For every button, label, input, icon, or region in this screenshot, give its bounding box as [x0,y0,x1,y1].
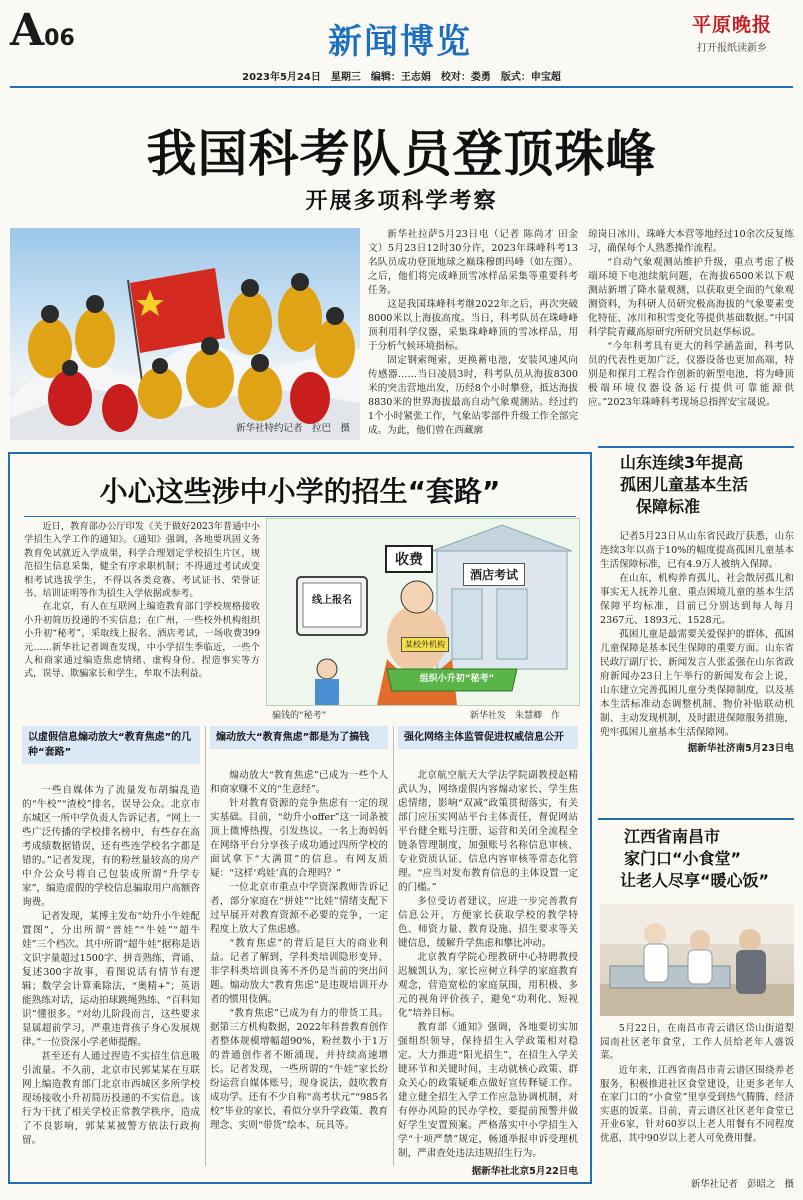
feature-intro-para: 近日，教育部办公厅印发《关于做好2023年普通中小学招生入学工作的通知》。《通知》强调，各地要巩固义务教育免试就近入学成果，科学合理划定学校招生片区，规范招生信息采集，健全有序求职机制；不得通过考试或变相考试选拔学生，不得以各类竞赛、考试证书、荣誉证书、培训证明等作为招生入学依据或参考。 [24,521,260,600]
feature-column-3 [398,726,578,1177]
side1-body [600,530,794,754]
side1-para: 在山东，机构养育孤儿、社会散居孤儿和事实无人抚养儿童、重点困境儿童的基本生活保障平均标准，目前已分别达到每人每月2367元、1893元、1528元。 [600,573,794,626]
summit-photo [10,228,360,440]
cartoon-caption-right: 新华社发 朱慧卿 作 [470,711,561,721]
lead-para: 新华社拉萨5月23日电（记者 陈尚才 田金文）5月23日12时30分许，2023年珠峰科考13名队员成功登顶地球之巅珠穆朗玛峰（如左图）。之后，他们将完成峰顶雪冰样品采集等重要科考任务。 [368,229,578,296]
canteen-photo [600,904,794,1016]
column-para: 北京航空航天大学法学院副教授赵精武认为，网络虚假内容煽动家长、学生焦虑情绪，影响“双减”政策贯彻落实，有关部门应压实网站平台主体责任，督促网站平台健全账号注册、运营和关闭全流程全链条管理制度，加强账号名称信息审核、专业资质认证、信息内容审核等常态化管理。“应当对发布教育信息的主体设置一定的门槛。” [398,770,578,893]
feature-intro-para: 在北京，有人在互联网上编造教育部门学校规格接收小升初简历投递的不实信息；在广州，一些校外机构组织小升初“秘考”，采取线上报名、酒店考试，一场收费399元……新华社记者调查发现，中小学招生季临近，一些个人和商家通过编造焦虑情绪、虚构身份、捏造事实等方式，误导、欺骗家长和学生，牟取不法利益。 [24,601,260,680]
column-para: 甚至还有人通过捏造不实招生信息吸引流量。不久前，北京市民郭某某在互联网上编造教育部门北京市西城区多所学校现场接收小升初简历投递的不实信息。该行为干扰了相关学校正常教学秩序，造成了不良影响，郭某某被警方依法行政拘留。 [22,1051,200,1146]
feature-box [8,452,592,1184]
side2-title-line: 让老人尽享“暖心饭” [620,871,770,890]
side1-para: 记者5月23日从山东省民政厅获悉，山东连续3年以高于10%的幅度提高孤困儿童基本生活保障标准，已有4.9万人被纳入保障。 [600,531,794,570]
dateline: 2023年5月24日 星期三 编辑：王志娟 校对：娄勇 版式：申宝超 [242,72,561,83]
side2-photo-caption: 5月22日，在南昌市青云谱区岱山街道梨园南社区老年食堂，工作人员给老年人盛饭菜。 [600,1023,794,1062]
column-heading [22,726,200,764]
column-para: “教育焦虑”的背后是巨大的商业利益。记者了解到，学科类培训隐形变异、非学科类培训良莠不齐仍是当前的突出问题。煽动放大“教育焦虑”是违规培训开办者的惯用伎俩。 [210,938,388,1005]
cartoon-sign-fee: 收费 [385,545,433,573]
column-divider [393,726,394,1166]
lead-para: “今年科考具有更大的科学涵盖面，科考队员的代表性更加广泛，仪器设备也更加高端，特别是和探月工程合作创新的新型电池，将为峰顶极端环境仪器设备运行提供可靠能源供应。”2023年珠峰科考现场总指挥安宝晟说。 [588,341,794,408]
page-digits: 06 [44,26,75,51]
side2-body: 近年来，江西省南昌市青云谱区围绕养老服务，积极推进社区食堂建设，让更多老年人在家门口的“小食堂”里享受到热气腾腾、经济实惠的饭菜。目前，青云谱区社区老年食堂已开业6家，针对60岁以上老人用餐有不同程度优惠，其中90岁以上老人可免费用餐。 [600,1065,794,1144]
feature-title-rule [24,516,576,517]
column-para: 记者发现，某博主发布“幼升小牛娃配置图”，分出所谓“普娃”“牛娃”“超牛娃”三个档次。其中所谓“超牛娃”据称是语文识字量超过1500字、拼音熟练，背诵、复述300字故事，看图说话有情节有逻辑；数学会计算乘除法，“奥精+”；英语能熟练对话，运动拍球跳绳熟练、“百科知识”懂很多。“对幼儿阶段而言，这些要求显属超前学习，严重违背孩子身心发展规律。”一位资深小学老师提醒。 [22,911,200,1048]
side1-title-line: 保障标准 [636,497,701,516]
side1-title-line: 孤困儿童基本生活 [620,475,749,494]
side1-title [598,452,794,518]
side2-title-line: 家门口“小食堂” [624,849,742,868]
lead-para: 琼岗日冰川、珠峰大本营等地经过10余次反复练习，确保每个人熟悉操作流程。 [588,229,794,254]
cartoon-sign-hotel: 酒店考试 [463,563,525,586]
feature-column-1 [22,726,200,1148]
side1-title-line: 山东连续3年提高 [620,453,744,472]
column-para: 多位受访者建议，应进一步完善教育信息公开，方便家长获取学校的教学特色、师资力量、教育设施、招生要求等关键信息，缓解升学焦虑和攀比冲动。 [398,896,578,949]
section-title: 新闻博览 [328,22,472,62]
column-para: 一些自媒体为了流量发布胡编乱造的“牛校”“渣校”排名，误导公众。北京市东城区一所中学负责人告诉记者，“网上一些广泛传播的学校排名榜中，有些存在高考成绩数据错误，还有些连学校名字都是错的。”记者发现，有的粉丝量较高的房产中介公众号将自己包装成所谓“升学专家”，编造虚假的学校信息骗取用户高额咨询费。 [22,785,200,908]
feature-byline: 据新华社北京5月22日电 [471,1166,578,1177]
feature-column-2 [210,726,388,1133]
cartoon-caption-left: 骗钱的“秘考” [272,711,327,721]
column-heading-text: 煽动放大“教育焦虑”都是为了搞钱 [216,732,370,743]
column-para: 煽动放大“教育焦虑”已成为一些个人和商家赚不义的“生意经”。 [210,770,388,795]
paper-name: 平原晚报 [691,14,772,36]
feature-intro [24,520,260,681]
side2-title-line: 江西省南昌市 [624,827,721,846]
cartoon-banner: 组织小升初“秘考” [419,674,495,684]
column-heading-text: 以虚假信息煽动放大“教育焦虑”的几种“套路” [28,732,192,758]
column-para: 北京教育学院心理教研中心特聘教授迟毓凯认为，家长应树立科学的家庭教育观念，营造宽松的家庭氛围，用积极、多元的视角评价孩子，避免“功利化、短视化”培养目标。 [398,952,578,1019]
cartoon-sign-org: 某校外机构 [401,637,449,652]
paper-slogan: 打开报纸读新乡 [697,43,767,54]
column-para: “教育焦虑”已成为有力的带货工具。据第三方机构数据，2022年科普教育创作者整体规模增幅超90%，粉丝数小于1万的普通创作者不断涌现，并持续高速增长。记者发现，一些所谓的“牛娃”家长纷纷运营自媒体账号，现身说法，鼓吹教育成功学。还有不少自称“高考状元”“985名校”毕业的家长，看似分享升学政策、教育理念、实则“带货”绘本、玩具等。 [210,1008,388,1131]
page-letter: A [10,5,45,56]
summit-photo-caption: 新华社特约记者 拉巴 摄 [235,423,350,434]
feature-title: 小心这些涉中小学的招生“套路” [99,475,501,508]
column-heading [398,726,578,749]
column-heading [210,726,388,749]
paper-logo [668,10,796,54]
column-para: 一位北京市重点中学资深教师告诉记者，部分家庭在“拼娃”“比娃”情绪支配下过早展开对教育资源不必要的竞争，一定程度上放大了焦虑感。 [210,882,388,935]
column-para: 教育部《通知》强调，各地要切实加强组织领导，保持招生入学政策相对稳定。大力推进“阳光招生”，在招生入学关键环节和关键时间，主动就核心政策、群众关心的政策疑难点做好宣传释疑工作。建立健全招生入学工作应急协调机制，对有停办风险的民办学校，要提前预警并做好学生安置预案。严格落实中小学招生入学“十项严禁”规定，畅通举报申诉受理机制，严肃查处违法违规招生行为。 [398,1022,578,1159]
column-heading-text: 强化网络主体监管促进权威信息公开 [404,732,564,743]
lead-subtitle: 开展多项科学考察 [305,188,498,214]
page-number [10,5,90,56]
summit-illustration [10,228,360,440]
side2-credit: 新华社记者 彭昭之 摄 [690,1179,794,1190]
lead-para: 固定钢索绳索，更换蓄电池，安装风速风向传感器……当日凌晨3时，科考队员从海拔8300米的突击营地出发，历经8个小时攀登，抵达海拔8830米的世界海拔最高自动气象观测站。经过约1个小时紧张工作，气象站零部件升级工作全部完成。为此，他们曾在西藏廓 [368,355,578,436]
cartoon-sign-online: 线上报名 [312,595,352,606]
side1-top-rule [598,446,794,448]
side2-title [598,826,794,892]
masthead-rule [10,86,793,88]
column-para: 针对教育资源的竞争焦虑有一定的现实基础。目前，“幼升小offer”这一词条被顶上微博热搜，引发热议。一名上海妈妈在网络平台分享孩子成功通过四所学校的面试拿下“大满贯”的信息。有网友质疑：“这样‘鸡娃’真的合理吗？” [210,798,388,879]
side1-byline: 据新华社济南5月23日电 [687,743,794,754]
lead-column-1 [368,228,578,438]
lead-para: “自动气象观测站维护升级，重点考虑了极端环境下电池续航问题，在海拔6500米以下观测站新增了降水量观测，以获取更全面的气象观测资料，为科研人员研究极高海拔的气象要素变化特征、冰川和积雪变化等提供基础数据。”中国科学院青藏高原研究所研究员赵华标说。 [588,257,794,338]
lead-column-2 [588,228,794,410]
column-divider [205,726,206,1166]
side1-para: 孤困儿童是最需要关爱保护的群体，孤困儿童保障是基本民生保障的重要方面。山东省民政厅副厅长、新闻发言人张孟强在山东省政府新闻办23日上午举行的新闻发布会上说，山东建立完善孤困儿童分类保障制度，以及基本生活标准动态调整机制、物价补贴联动机制、主动发现机制，及时跟进保障服务措施，兜牢孤困儿童基本生活保障网。 [600,629,794,738]
cartoon [266,518,580,706]
lead-para: 这是我国珠峰科考继2022年之后，再次突破8000米以上海拔高度。当日，科考队员在珠峰峰顶利用科学仪器，采集珠峰峰顶的雪冰样品，用于分析气候环境指标。 [368,299,578,352]
lead-title: 我国科考队员登顶珠峰 [146,125,657,183]
canteen-illustration [600,904,794,1016]
side2-top-rule [598,818,794,820]
